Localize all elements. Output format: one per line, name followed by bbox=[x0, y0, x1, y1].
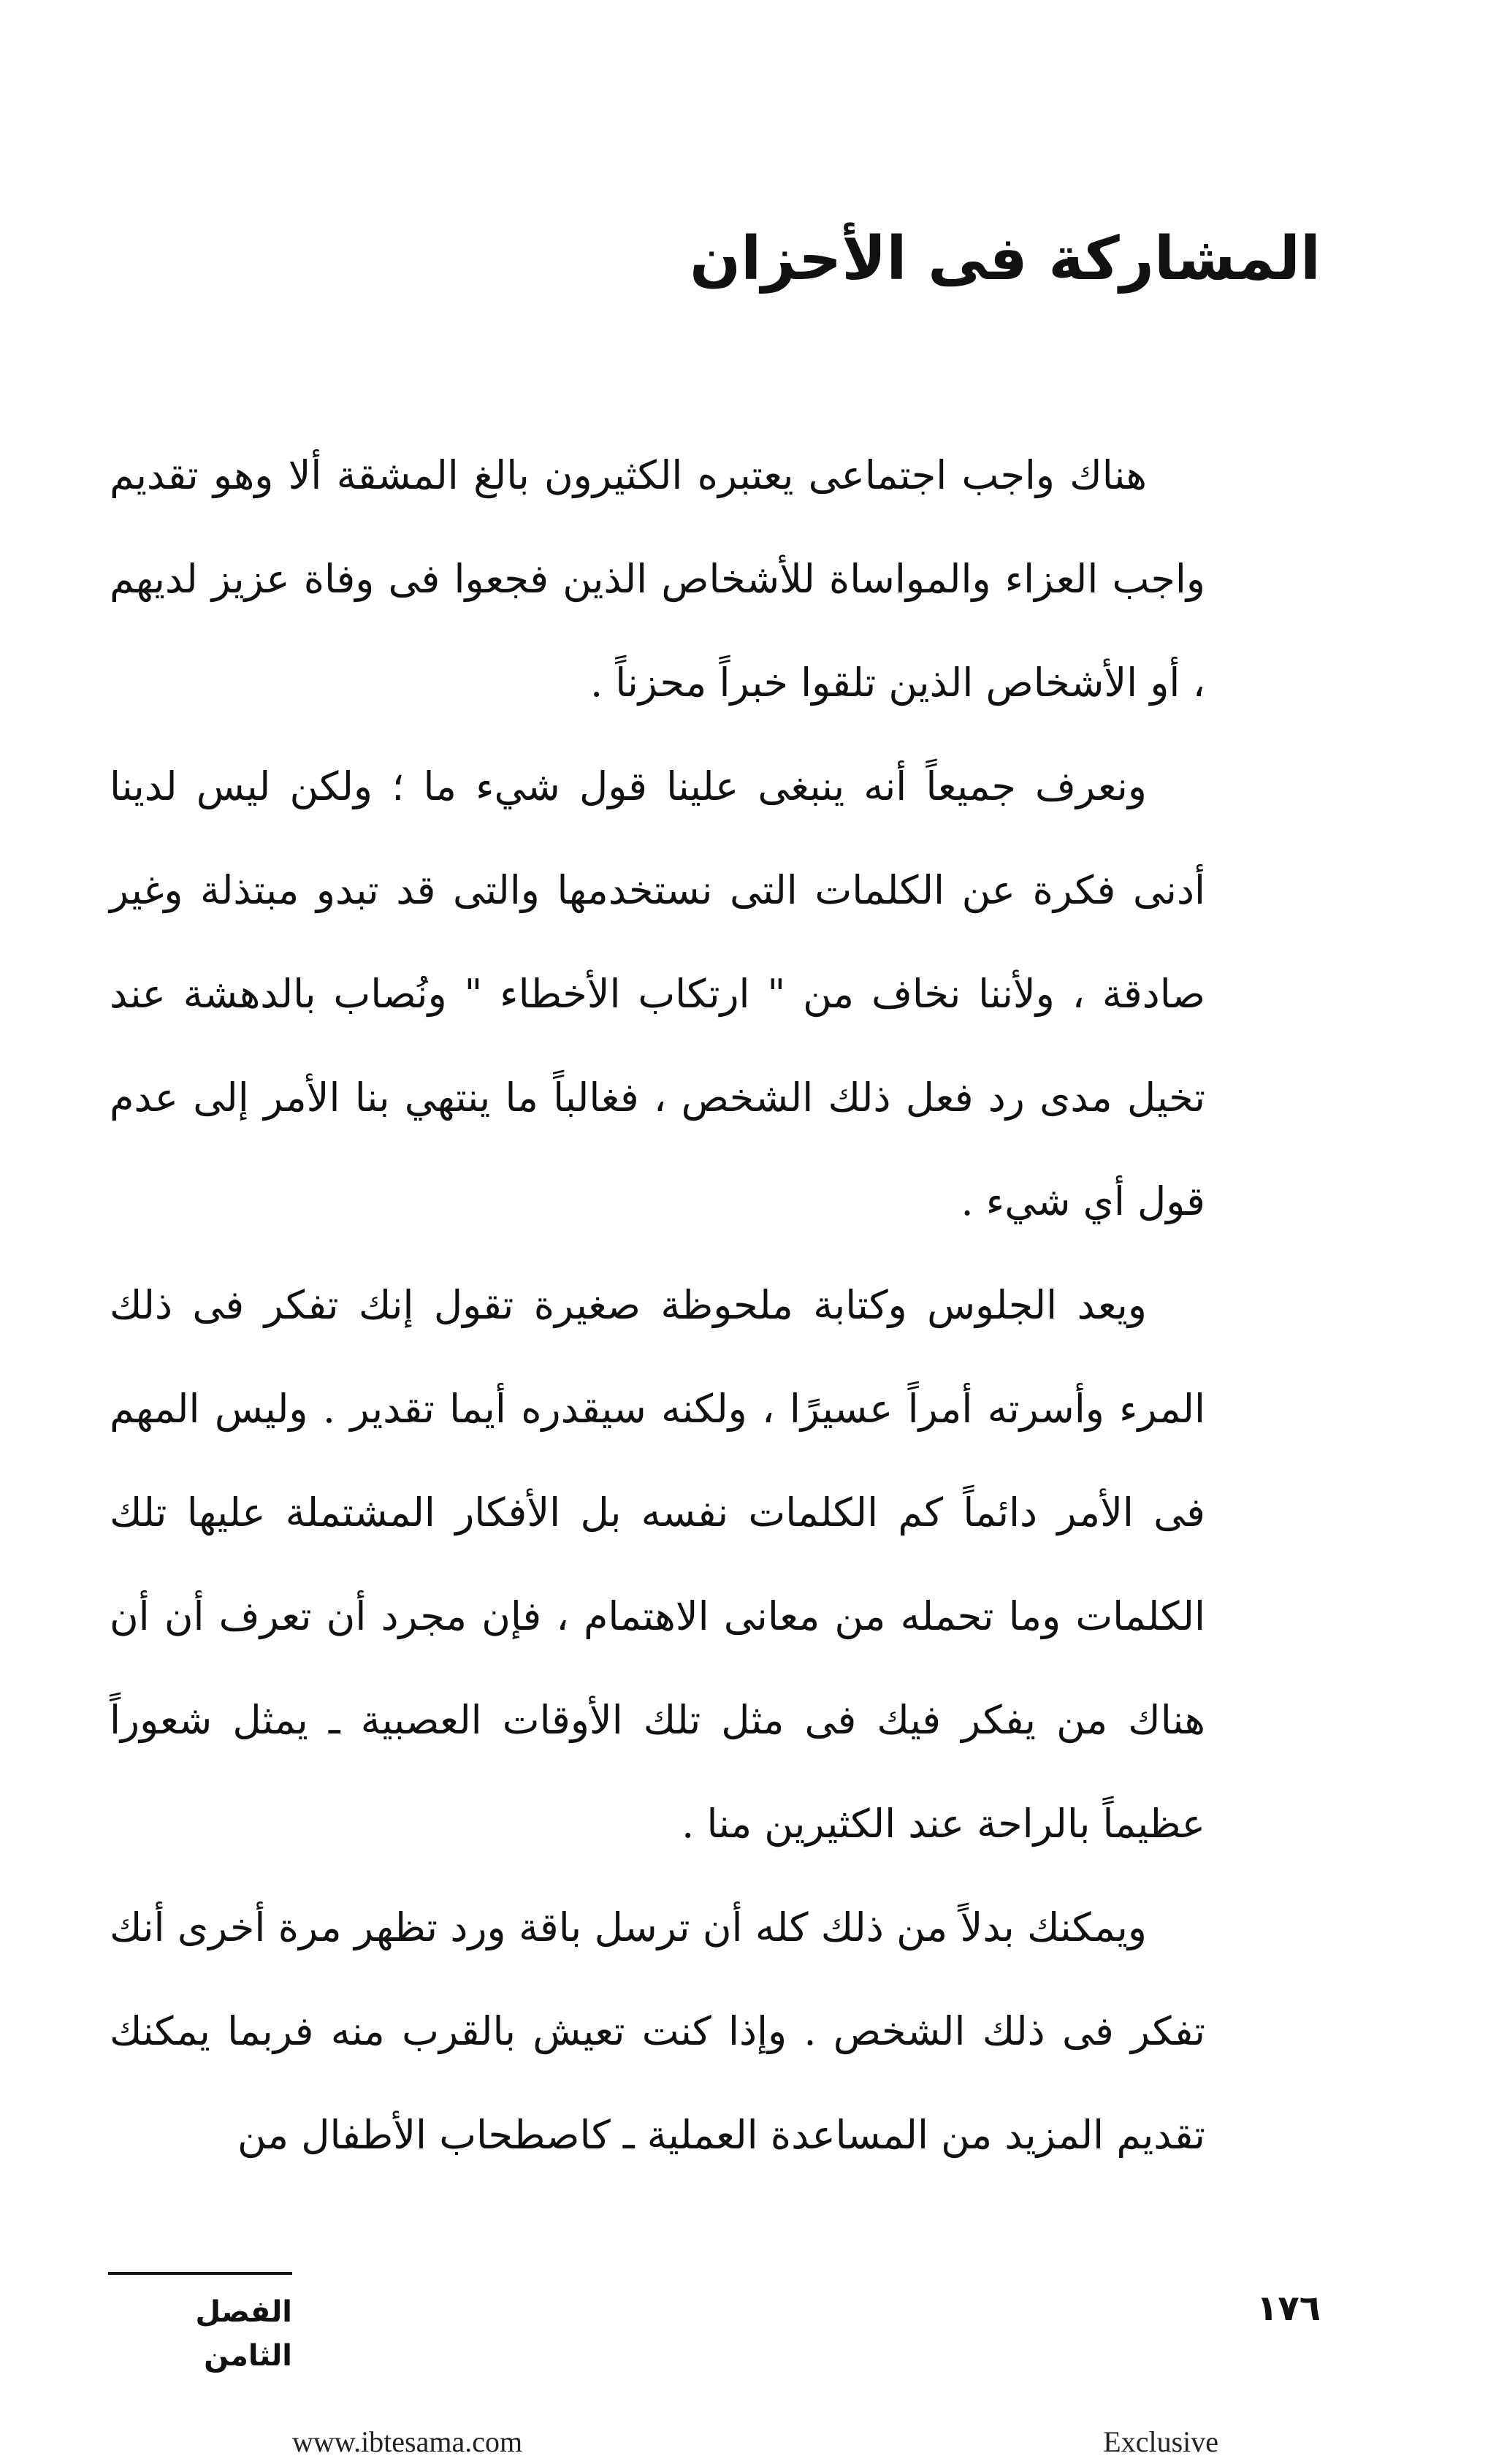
footer-divider bbox=[108, 2272, 292, 2275]
paragraph: ويمكنك بدلاً من ذلك كله أن ترسل باقة ورد تظهر مرة أخرى أنك تفكر فى ذلك الشخص . وإذا كنت تعيش بالقرب منه فربما يمكنك تقديم المزيد من المساعدة العملية ـ كاصطحاب الأطفال من bbox=[110, 1904, 1205, 2158]
paragraph: هناك واجب اجتماعى يعتبره الكثيرون بالغ المشقة ألا وهو تقديم واجب العزاء والمواساة للأشخاص الذين فجعوا فى وفاة عزيز لديهم ، أو الأشخاص الذين تلقوا خبراً محزناً . bbox=[110, 452, 1205, 706]
watermark-label: Exclusive bbox=[1103, 2425, 1218, 2458]
watermark-site: www.ibtesama.com bbox=[292, 2425, 523, 2458]
page-number: ١٧٦ bbox=[1256, 2288, 1321, 2329]
section-title: المشاركة فى الأحزان bbox=[690, 224, 1321, 294]
body-text bbox=[110, 424, 1205, 2187]
paragraph: ونعرف جميعاً أنه ينبغى علينا قول شيء ما ؛ ولكن ليس لدينا أدنى فكرة عن الكلمات التى نستخدمها والتى قد تبدو مبتذلة وغير صادقة ، ولأننا نخاف من " ارتكاب الأخطاء " ونُصاب بالدهشة عند تخيل مدى رد فعل ذلك الشخص ، فغالباً ما ينتهي بنا الأمر إلى عدم قول أي شيء . bbox=[110, 763, 1205, 1224]
paragraph: ويعد الجلوس وكتابة ملحوظة صغيرة تقول إنك تفكر فى ذلك المرء وأسرته أمراً عسيرًا ، ولكنه سيقدره أيما تقدير . وليس المهم فى الأمر دائماً كم الكلمات نفسه بل الأفكار المشتملة عليها تلك الكلمات وما تحمله من معانى الاهتمام ، فإن مجرد أن تعرف أن أن هناك من يفكر فيك فى مثل تلك الأوقات العصبية ـ يمثل شعوراً عظيماً بالراحة عند الكثيرين منا . bbox=[110, 1282, 1205, 1847]
footer-chapter-name: الفصل الثامن bbox=[195, 2295, 292, 2373]
